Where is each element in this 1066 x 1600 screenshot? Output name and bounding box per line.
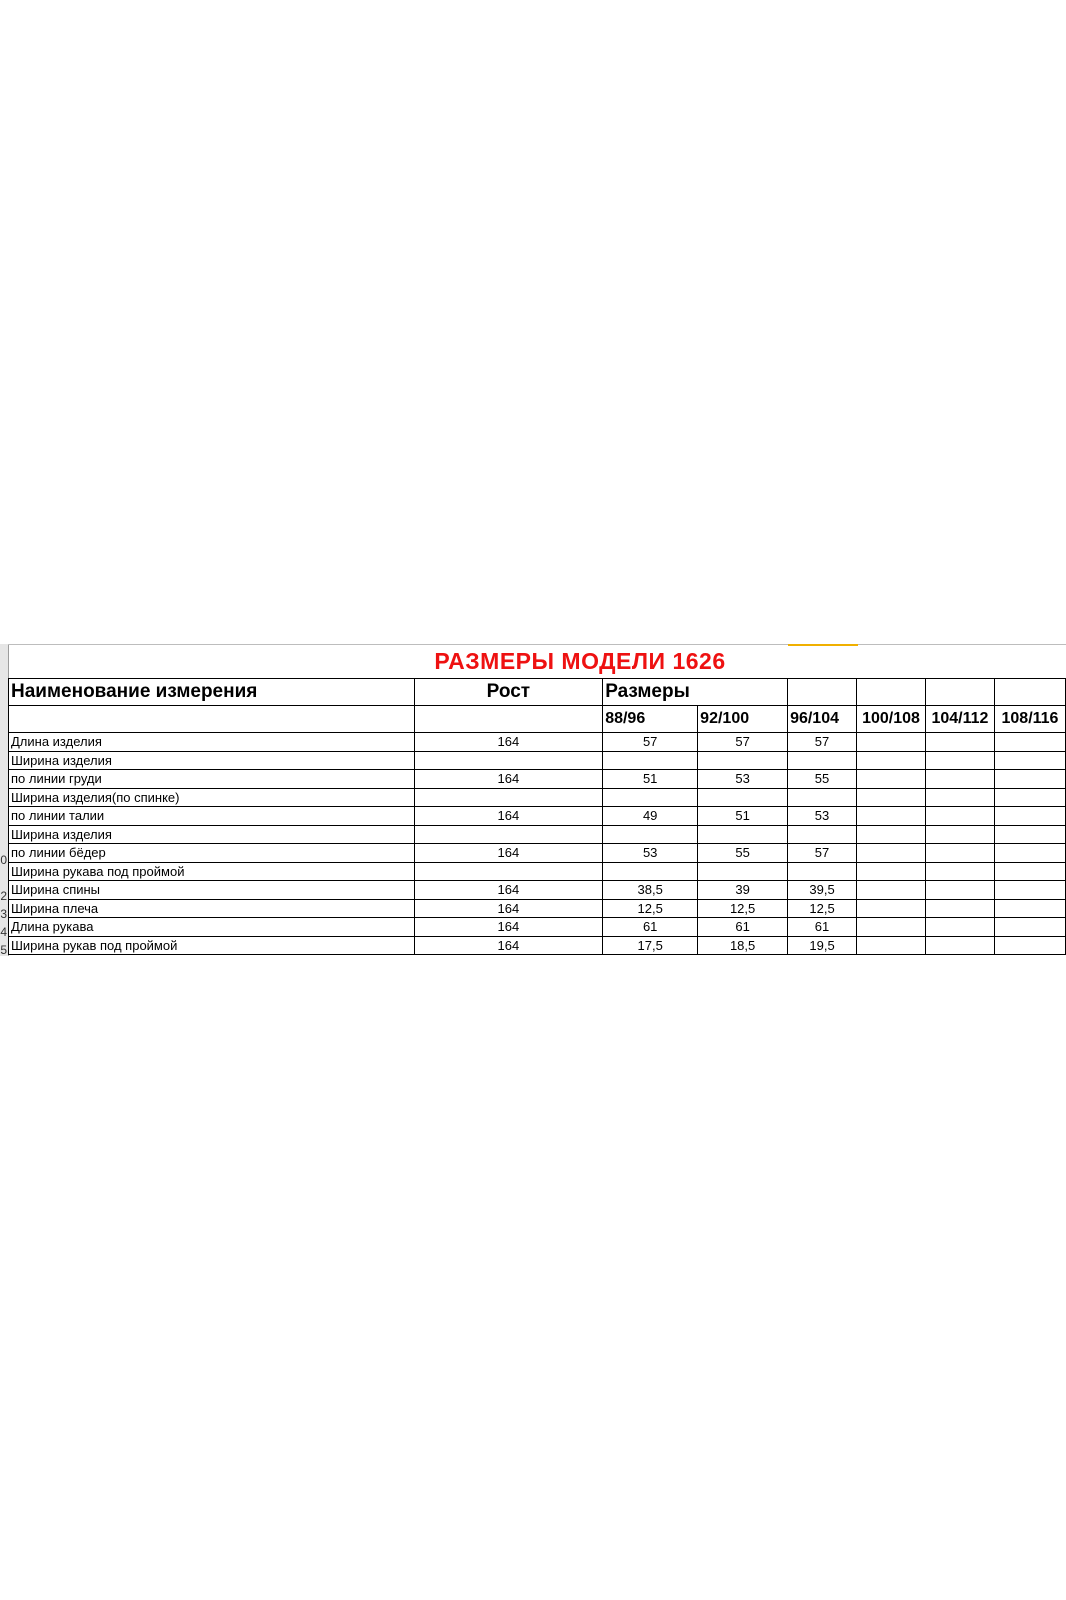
table-row <box>9 881 1066 900</box>
size-value <box>857 881 926 900</box>
size-value <box>994 733 1065 752</box>
size-value <box>857 825 926 844</box>
size-header-104-112: 104/112 <box>925 706 994 733</box>
height-column-header: Рост <box>414 679 603 706</box>
size-value: 12,5 <box>788 899 857 918</box>
height-value <box>414 825 603 844</box>
size-value <box>788 825 857 844</box>
size-value: 12,5 <box>698 899 788 918</box>
size-value: 51 <box>698 807 788 826</box>
height-value: 164 <box>414 844 603 863</box>
size-value <box>994 807 1065 826</box>
size-value: 19,5 <box>788 936 857 955</box>
size-value: 57 <box>698 733 788 752</box>
size-value <box>857 788 926 807</box>
size-value <box>788 751 857 770</box>
size-value <box>994 899 1065 918</box>
measurement-name: Ширина изделия <box>9 751 415 770</box>
sizes-header: Размеры <box>603 679 698 706</box>
table-row <box>9 788 1066 807</box>
measurement-name: по линии бёдер <box>9 844 415 863</box>
table-row <box>9 862 1066 881</box>
size-value: 53 <box>698 770 788 789</box>
height-value <box>414 862 603 881</box>
size-value <box>994 936 1065 955</box>
size-table-sheet <box>0 644 1066 956</box>
size-value <box>603 825 698 844</box>
height-value <box>414 751 603 770</box>
size-value <box>925 825 994 844</box>
size-value <box>925 918 994 937</box>
size-value: 49 <box>603 807 698 826</box>
size-value <box>788 862 857 881</box>
height-value: 164 <box>414 733 603 752</box>
size-value <box>925 770 994 789</box>
size-header-100-108: 100/108 <box>857 706 926 733</box>
size-value <box>857 770 926 789</box>
size-header-92-100: 92/100 <box>698 706 788 733</box>
size-value <box>857 936 926 955</box>
size-header-88-96: 88/96 <box>603 706 698 733</box>
selected-cell-marker <box>788 644 858 646</box>
size-value <box>925 862 994 881</box>
size-value <box>603 751 698 770</box>
table-row <box>9 918 1066 937</box>
table-row <box>9 807 1066 826</box>
measurement-name: Ширина спины <box>9 881 415 900</box>
size-value <box>925 844 994 863</box>
size-value <box>925 751 994 770</box>
row-number: 4 <box>0 925 7 939</box>
size-value: 39,5 <box>788 881 857 900</box>
empty-cell <box>925 679 994 706</box>
table-row <box>9 751 1066 770</box>
size-table <box>8 678 1066 955</box>
size-value <box>857 918 926 937</box>
empty-cell <box>698 679 788 706</box>
size-value <box>925 807 994 826</box>
empty-cell <box>857 679 926 706</box>
size-value <box>698 751 788 770</box>
table-row <box>9 844 1066 863</box>
size-value <box>925 733 994 752</box>
size-value: 39 <box>698 881 788 900</box>
size-value: 57 <box>788 844 857 863</box>
header-row-main <box>9 679 1066 706</box>
size-value: 18,5 <box>698 936 788 955</box>
size-value: 38,5 <box>603 881 698 900</box>
size-value <box>603 862 698 881</box>
height-value: 164 <box>414 881 603 900</box>
size-value <box>994 881 1065 900</box>
size-value <box>925 936 994 955</box>
measurement-name: Ширина изделия <box>9 825 415 844</box>
size-value: 57 <box>603 733 698 752</box>
size-header-108-116: 108/116 <box>994 706 1065 733</box>
measurement-name: Ширина рукава под проймой <box>9 862 415 881</box>
size-value <box>857 844 926 863</box>
empty-cell <box>994 679 1065 706</box>
size-value <box>994 770 1065 789</box>
table-row <box>9 733 1066 752</box>
size-value <box>994 918 1065 937</box>
height-value: 164 <box>414 918 603 937</box>
height-value: 164 <box>414 807 603 826</box>
row-number: 0 <box>0 853 7 867</box>
size-value <box>994 862 1065 881</box>
name-column-header: Наименование измерения <box>9 679 415 706</box>
empty-cell <box>414 706 603 733</box>
empty-cell <box>788 679 857 706</box>
measurement-name: Ширина рукав под проймой <box>9 936 415 955</box>
size-value: 61 <box>698 918 788 937</box>
table-row <box>9 899 1066 918</box>
size-value <box>698 788 788 807</box>
table-row <box>9 825 1066 844</box>
header-row-sizes <box>9 706 1066 733</box>
size-value <box>857 733 926 752</box>
size-value: 61 <box>603 918 698 937</box>
size-value: 12,5 <box>603 899 698 918</box>
size-value <box>925 788 994 807</box>
row-number: 5 <box>0 943 7 957</box>
height-value: 164 <box>414 770 603 789</box>
size-value <box>994 751 1065 770</box>
size-value: 51 <box>603 770 698 789</box>
size-value <box>994 788 1065 807</box>
size-value <box>857 807 926 826</box>
size-value: 57 <box>788 733 857 752</box>
size-value: 61 <box>788 918 857 937</box>
measurement-name: Длина изделия <box>9 733 415 752</box>
size-value <box>857 862 926 881</box>
size-value <box>994 825 1065 844</box>
size-value <box>925 899 994 918</box>
measurement-name: по линии груди <box>9 770 415 789</box>
size-value: 55 <box>788 770 857 789</box>
size-value <box>994 844 1065 863</box>
measurement-name: Ширина плеча <box>9 899 415 918</box>
measurement-name: Ширина изделия(по спинке) <box>9 788 415 807</box>
empty-cell <box>9 706 415 733</box>
measurement-name: по линии талии <box>9 807 415 826</box>
size-value <box>925 881 994 900</box>
size-value: 53 <box>603 844 698 863</box>
size-value <box>788 788 857 807</box>
table-row <box>9 770 1066 789</box>
height-value: 164 <box>414 936 603 955</box>
size-value <box>698 825 788 844</box>
size-value <box>857 751 926 770</box>
size-value <box>698 862 788 881</box>
table-title: РАЗМЕРЫ МОДЕЛИ 1626 <box>434 648 726 674</box>
size-value <box>603 788 698 807</box>
size-value: 55 <box>698 844 788 863</box>
size-value <box>857 899 926 918</box>
height-value: 164 <box>414 899 603 918</box>
table-row <box>9 936 1066 955</box>
size-value: 17,5 <box>603 936 698 955</box>
size-value: 53 <box>788 807 857 826</box>
row-number: 3 <box>0 907 7 921</box>
row-number: 2 <box>0 889 7 903</box>
measurement-name: Длина рукава <box>9 918 415 937</box>
height-value <box>414 788 603 807</box>
size-header-96-104: 96/104 <box>788 706 857 733</box>
